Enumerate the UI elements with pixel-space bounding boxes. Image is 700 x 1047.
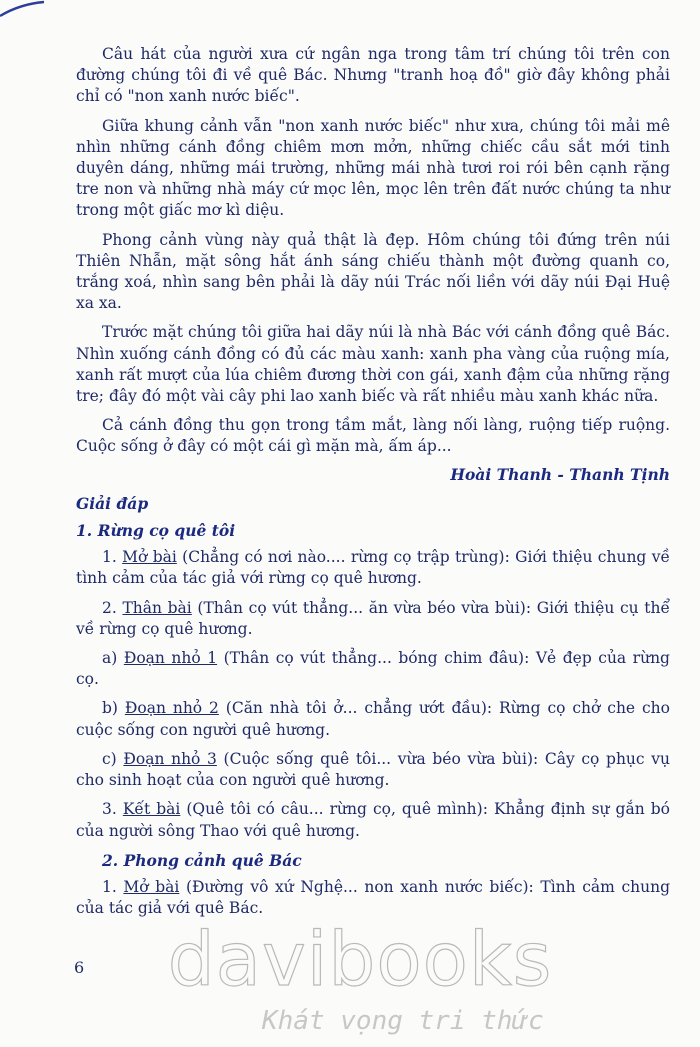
outline-item bbox=[76, 698, 670, 740]
item-text: (Chẳng có nơi nào.... rừng cọ trập trùng): Giới thiệu chung về tình cảm của tác giả với rừng cọ quê hương. bbox=[76, 548, 670, 588]
outline-item bbox=[76, 799, 670, 841]
item-prefix: c) bbox=[102, 749, 124, 768]
item-prefix: 1. bbox=[102, 548, 123, 567]
item-term: Đoạn nhỏ 1 bbox=[123, 649, 218, 668]
excerpt-paragraph: Câu hát của người xưa cứ ngân nga trong tâm trí chúng tôi trên con đường chúng tôi đi về quê Bác. Nhưng "tranh hoạ đồ" giờ đây không phải chỉ có "non xanh nước biếc". bbox=[76, 45, 670, 106]
outline-item bbox=[76, 877, 670, 919]
item-text: (Cuộc sống quê tôi... vừa béo vừa bùi): Cây cọ phục vụ cho sinh hoạt của con người quê hương. bbox=[76, 749, 670, 790]
item-text: (Thân cọ vút thẳng... ăn vừa béo vừa bùi): Giới thiệu cụ thể về rừng cọ quê hương. bbox=[76, 598, 671, 638]
outline-item bbox=[76, 547, 670, 589]
excerpt-paragraph: Phong cảnh vùng này quả thật là đẹp. Hôm chúng tôi đứng trên núi Thiên Nhẫn, mặt sông hắt ánh sáng chiếu thành một đường quanh co, trắng xoá, nhìn sang bên phải là dãy núi Trác nối liền với dãy núi Đại Huệ xa xa. bbox=[76, 230, 670, 313]
page-content bbox=[76, 44, 670, 927]
item-term: Mở bài bbox=[123, 877, 180, 896]
excerpt-paragraph: Cả cánh đồng thu gọn trong tầm mắt, làng nối làng, ruộng tiếp ruộng. Cuộc sống ở đây có một cái gì mặn mà, ấm áp... bbox=[76, 416, 670, 456]
excerpt-paragraph: Giữa khung cảnh vẫn "non xanh nước biếc" như xưa, chúng tôi mải mê nhìn những cánh đồng chiêm mơn mởn, những chiếc cầu sắt mới tinh duyên dáng, những mái trường, những mái nhà tươi roi rói bên cạnh rặng tre non và những nhà máy cứ mọc lên, mọc lên trên đất nước chúng ta như trong một giấc mơ kì diệu. bbox=[76, 116, 670, 220]
answers-heading: Giải đáp bbox=[76, 493, 149, 513]
item-prefix: 1. bbox=[102, 877, 124, 896]
section2-title: 2. Phong cảnh quê Bác bbox=[102, 850, 302, 870]
section1-title: 1. Rừng cọ quê tôi bbox=[76, 521, 236, 541]
outline-item bbox=[76, 749, 670, 791]
item-prefix: 3. bbox=[102, 800, 123, 819]
item-term: Thân bài bbox=[122, 598, 192, 617]
item-term: Mở bài bbox=[122, 548, 177, 567]
item-term: Đoạn nhỏ 2 bbox=[124, 699, 219, 718]
outline-item bbox=[76, 648, 670, 690]
watermark-logo: davibooks bbox=[167, 917, 553, 1003]
item-text: (Thân cọ vút thẳng... bóng chim đâu): Vẻ đẹp của rừng cọ. bbox=[76, 649, 670, 689]
item-term: Kết bài bbox=[122, 800, 181, 819]
item-text: (Đường vô xứ Nghệ... non xanh nước biếc): Tình cảm chung của tác giả với quê Bác. bbox=[76, 877, 671, 918]
item-prefix: a) bbox=[102, 649, 124, 668]
item-text: (Quê tôi có câu... rừng cọ, quê mình): Khẳng định sự gắn bó của người sông Thao với quê hương. bbox=[76, 800, 670, 840]
excerpt-attribution: Hoài Thanh - Thanh Tịnh bbox=[450, 464, 670, 484]
page-number: 6 bbox=[74, 958, 85, 977]
outline-item bbox=[76, 598, 670, 640]
item-term: Đoạn nhỏ 3 bbox=[123, 749, 217, 768]
item-prefix: b) bbox=[102, 699, 125, 718]
corner-scan-mark bbox=[0, 0, 60, 18]
item-text: (Căn nhà tôi ở... chẳng ướt đầu): Rừng cọ chở che cho cuộc sống con người quê hương. bbox=[76, 699, 670, 739]
item-prefix: 2. bbox=[102, 598, 123, 617]
excerpt-paragraph: Trước mặt chúng tôi giữa hai dãy núi là nhà Bác với cánh đồng quê Bác. Nhìn xuống cánh đồng có đủ các màu xanh: xanh pha vàng của ruộng mía, xanh rất mượt của lúa chiêm đương thời con gái, xanh đậm của những rặng tre; đây đó một vài cây phi lao xanh biếc và rất nhiều màu xanh khác nữa. bbox=[76, 323, 670, 406]
watermark-tagline: Khát vọng tri thức bbox=[262, 1006, 544, 1036]
